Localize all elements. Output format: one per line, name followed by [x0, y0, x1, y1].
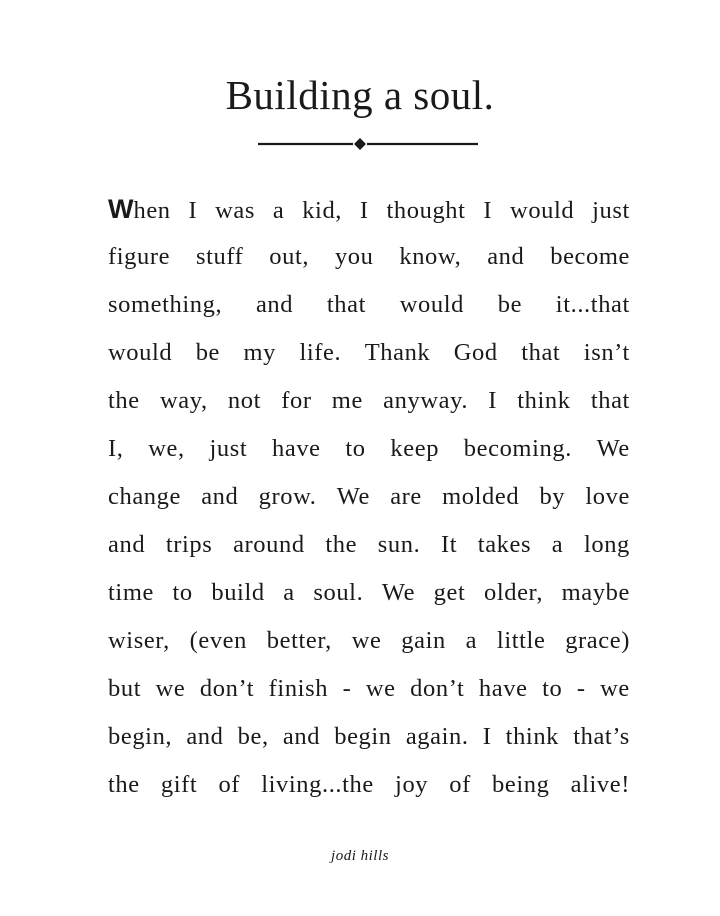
poem-word: that: [326, 291, 367, 318]
poem-word: it...that: [555, 291, 630, 318]
poem-lines: [108, 233, 630, 809]
poem-word: We: [596, 435, 630, 462]
poem-word: soul.: [313, 579, 364, 606]
poem-word: gift: [160, 771, 198, 798]
poem-word: be: [195, 339, 221, 366]
poem-word: think: [505, 723, 560, 750]
poem-word: -: [342, 675, 352, 702]
poem-word: long: [583, 531, 630, 558]
poem-line: [108, 569, 630, 617]
poem-word: better,: [266, 627, 332, 654]
poem-word: was: [215, 197, 256, 224]
poem-word: living...the: [261, 771, 374, 798]
poem-word: around: [233, 531, 305, 558]
poem-word: kid,: [302, 197, 343, 224]
poem-word: maybe: [561, 579, 630, 606]
poem-word: and: [186, 723, 224, 750]
poem-word: begin,: [108, 723, 173, 750]
poem-word: grace): [565, 627, 630, 654]
poem-word: Thank: [364, 339, 431, 366]
poem-word: change: [108, 483, 181, 510]
poem-word: a: [283, 579, 295, 606]
poem-word: I: [488, 387, 498, 414]
drop-cap: W: [108, 194, 134, 224]
poem-body: [108, 185, 630, 809]
poem-word: to: [345, 435, 366, 462]
poem-word: that: [521, 339, 561, 366]
poem-word: would: [399, 291, 464, 318]
poem-word: older,: [483, 579, 544, 606]
poem-word: We: [381, 579, 416, 606]
poem-word: thought: [386, 197, 466, 224]
poem-word: I: [482, 723, 492, 750]
poem-word: We: [336, 483, 370, 510]
diamond-divider-icon: [258, 136, 478, 152]
poem-word: little: [496, 627, 546, 654]
poem-word: think: [517, 387, 571, 414]
poem-word: and: [201, 483, 239, 510]
poem-line: [108, 473, 630, 521]
poem-word: sun.: [377, 531, 421, 558]
poem-word: we: [365, 675, 396, 702]
poem-word: molded: [442, 483, 520, 510]
poem-word: we: [155, 675, 186, 702]
poem-word: the: [108, 387, 140, 414]
poem-line: [108, 425, 630, 473]
poem-word: I: [359, 197, 369, 224]
poem-word: be,: [237, 723, 269, 750]
poem-word: I,: [108, 435, 124, 462]
poem-word: me: [331, 387, 363, 414]
poem-word: grow.: [258, 483, 317, 510]
poem-word: I: [483, 197, 493, 224]
poem-word: a: [551, 531, 564, 558]
poem-word: that’s: [573, 723, 630, 750]
poem-word: just: [592, 197, 630, 224]
poem-word: God: [453, 339, 498, 366]
poem-word: stuff: [195, 243, 244, 270]
poem-word: don’t: [199, 675, 255, 702]
poem-word: becoming.: [463, 435, 572, 462]
poem-word: the: [325, 531, 358, 558]
poem-word: for: [281, 387, 312, 414]
poem-word: and: [282, 723, 321, 750]
poem-line: [108, 329, 630, 377]
poem-word: we: [600, 675, 630, 702]
poem-word: get: [433, 579, 466, 606]
poem-word: build: [211, 579, 265, 606]
poem-word: the: [108, 771, 140, 798]
poem-word: don’t: [410, 675, 465, 702]
poem-word: a: [465, 627, 478, 654]
poem-word: but: [108, 675, 142, 702]
poem-line: [108, 281, 630, 329]
poem-word: of: [449, 771, 471, 798]
poem-word: (even: [189, 627, 248, 654]
poem-word: alive!: [570, 771, 630, 798]
poem-line: [108, 713, 630, 761]
poem-word: by: [539, 483, 566, 510]
poem-word: and: [255, 291, 294, 318]
poem-word: joy: [395, 771, 429, 798]
poem-word: and: [108, 531, 146, 558]
poem-line: [108, 665, 630, 713]
page-title: Building a soul.: [225, 72, 495, 118]
poem-word: would: [108, 339, 173, 366]
poem-line-first: [108, 185, 630, 233]
author-signature: jodi hills: [331, 848, 389, 864]
poem-word: we,: [148, 435, 185, 462]
poem-word: something,: [108, 291, 223, 318]
poem-word: to: [172, 579, 193, 606]
poem-word: wiser,: [108, 627, 170, 654]
poem-line: [108, 233, 630, 281]
poem-word: takes: [477, 531, 532, 558]
poem-word: you: [334, 243, 374, 270]
poem-word: we: [351, 627, 382, 654]
poem-word: of: [218, 771, 241, 798]
poem-word: isn’t: [583, 339, 630, 366]
poem-word: anyway.: [383, 387, 469, 414]
poem-line: [108, 761, 630, 809]
poem-word: a: [272, 197, 285, 224]
poem-word: have: [272, 435, 321, 462]
poem-word: become: [550, 243, 630, 270]
poem-word: time: [108, 579, 154, 606]
poem-word: and: [487, 243, 525, 270]
poem-line: [108, 617, 630, 665]
poem-word: hen: [133, 197, 171, 224]
poem-word: gain: [401, 627, 446, 654]
poem-word: figure: [108, 243, 171, 270]
ornamental-divider: [258, 136, 478, 152]
poem-word: know,: [399, 243, 462, 270]
poem-line-first-text: [133, 187, 630, 235]
poem-word: keep: [390, 435, 440, 462]
poem-word: that: [590, 387, 630, 414]
poem-word: I: [188, 197, 198, 224]
poem-word: life.: [299, 339, 342, 366]
poem-word: out,: [269, 243, 310, 270]
poem-word: finish: [268, 675, 329, 702]
poem-word: would: [510, 197, 575, 224]
poem-word: -: [576, 675, 586, 702]
poem-word: just: [209, 435, 248, 462]
poem-word: way,: [159, 387, 208, 414]
poem-word: are: [390, 483, 422, 510]
poem-word: being: [492, 771, 550, 798]
poem-word: begin: [334, 723, 392, 750]
poem-word: be: [497, 291, 523, 318]
poem-word: trips: [165, 531, 213, 558]
poem-word: have: [478, 675, 528, 702]
poem-word: again.: [405, 723, 469, 750]
poem-line: [108, 377, 630, 425]
poem-word: love: [585, 483, 630, 510]
poem-word: not: [227, 387, 262, 414]
poem-word: to: [542, 675, 563, 702]
poem-word: It: [440, 531, 458, 558]
poem-word: my: [243, 339, 276, 366]
poem-line: [108, 521, 630, 569]
